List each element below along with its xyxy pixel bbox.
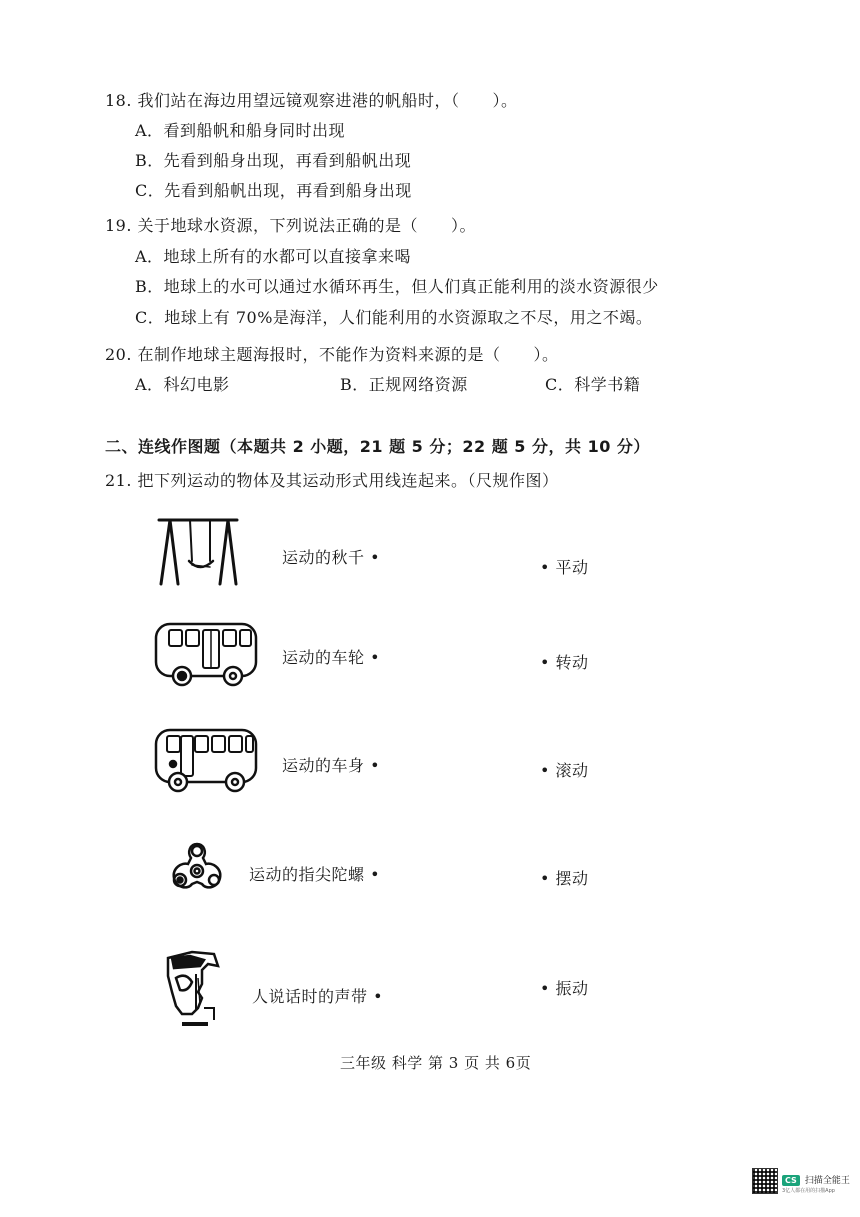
qr-code-icon — [752, 1168, 778, 1194]
bus-body-icon — [153, 727, 259, 793]
right-item-rolling: • 滚动 — [540, 761, 589, 780]
question-20-stem: 20. 在制作地球主题海报时，不能作为资料来源的是（ ）。 — [105, 345, 559, 364]
speaking-head-icon — [162, 948, 228, 1028]
section-2-title: 二、连线作图题（本题共 2 小题，21 题 5 分；22 题 5 分，共 10 分） — [105, 437, 650, 456]
left-item-fidget-spinner: 运动的指尖陀螺 • — [249, 865, 381, 884]
scanner-logo: CS — [782, 1175, 800, 1186]
swing-icon — [156, 515, 240, 587]
scanner-tagline: 3亿人都在用的扫描App — [782, 1188, 835, 1194]
left-item-bus-body: 运动的车身 • — [282, 756, 381, 775]
question-18-option-a: A．看到船帆和船身同时出现 — [135, 121, 346, 140]
question-19-stem: 19. 关于地球水资源，下列说法正确的是（ ）。 — [105, 216, 477, 235]
bus-wheel-icon — [153, 621, 259, 687]
left-item-wheel: 运动的车轮 • — [282, 648, 381, 667]
right-item-swinging: • 摆动 — [540, 869, 589, 888]
question-18-stem: 18. 我们站在海边用望远镜观察进港的帆船时，（ ）。 — [105, 91, 518, 110]
question-21-stem: 21. 把下列运动的物体及其运动形式用线连起来。（尺规作图） — [105, 471, 559, 490]
question-18-option-c: C．先看到船帆出现，再看到船身出现 — [135, 181, 412, 200]
right-item-rotation: • 转动 — [540, 653, 589, 672]
question-20-option-a: A．科幻电影 — [135, 375, 230, 394]
left-item-vocal-cords: 人说话时的声带 • — [252, 987, 384, 1006]
right-item-vibration: • 振动 — [540, 979, 589, 998]
right-item-translation: • 平动 — [540, 558, 589, 577]
scanner-watermark — [752, 1168, 850, 1194]
question-19-option-a: A．地球上所有的水都可以直接拿来喝 — [135, 247, 412, 266]
page-footer: 三年级 科学 第 3 页 共 6页 — [340, 1054, 532, 1072]
question-20-option-c: C．科学书籍 — [545, 375, 641, 394]
question-18-option-b: B．先看到船身出现，再看到船帆出现 — [135, 151, 412, 170]
question-20-option-b: B．正规网络资源 — [340, 375, 468, 394]
question-19-option-b: B．地球上的水可以通过水循环再生，但人们真正能利用的淡水资源很少 — [135, 277, 659, 296]
question-19-option-c: C．地球上有 70%是海洋，人们能利用的水资源取之不尽，用之不竭。 — [135, 308, 653, 327]
fidget-spinner-icon — [166, 838, 228, 900]
scanner-name: 扫描全能王 — [804, 1176, 850, 1186]
left-item-swing: 运动的秋千 • — [282, 548, 381, 567]
